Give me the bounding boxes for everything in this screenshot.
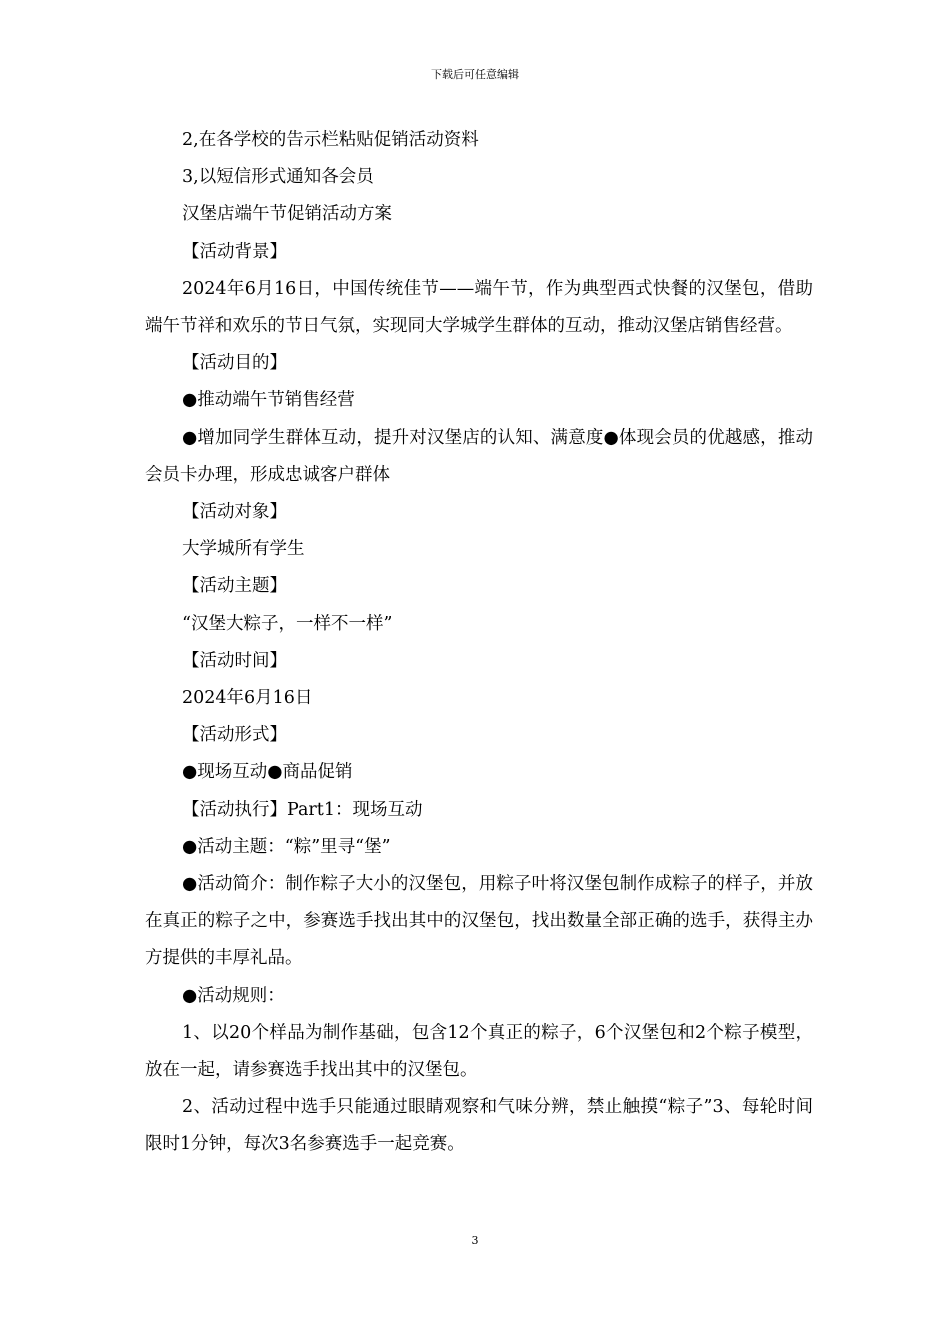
paragraph: 2,在各学校的告示栏粘贴促销活动资料 bbox=[182, 130, 479, 150]
page-number: 3 bbox=[471, 1234, 479, 1247]
list-item: 1、以20个样品为制作基础，包含12个真正的粽子，6个汉堡包和2个粽子模型，放在一起，请参赛选手找出其中的汉堡包。 bbox=[145, 1022, 813, 1081]
bullet-item: ●增加同学生群体互动，提升对汉堡店的认知、满意度●体现会员的优越感，推动会员卡办理，形成忠诚客户群体 bbox=[145, 427, 813, 485]
paragraph: “汉堡大粽子，一样不一样” bbox=[182, 613, 393, 634]
section-heading: 【活动形式】 bbox=[182, 725, 287, 746]
bullet-item: ●现场互动●商品促销 bbox=[182, 762, 353, 783]
paragraph: 2024年6月16日 bbox=[182, 688, 313, 709]
section-heading: 【活动对象】 bbox=[182, 502, 287, 523]
paragraph: 2024年6月16日，中国传统佳节——端午节，作为典型西式快餐的汉堡包，借助端午节祥和欢乐的节日气氛，实现同大学城学生群体的互动，推动汉堡店销售经营。 bbox=[145, 278, 813, 337]
bullet-item: ●活动简介：制作粽子大小的汉堡包，用粽子叶将汉堡包制作成粽子的样子，并放在真正的粽子之中，参赛选手找出其中的汉堡包，找出数量全部正确的选手，获得主办方提供的丰厚礼品。 bbox=[145, 874, 813, 969]
section-heading: 【活动主题】 bbox=[182, 576, 287, 597]
section-heading: 【活动执行】Part1：现场互动 bbox=[182, 799, 423, 820]
paragraph: 3,以短信形式通知各会员 bbox=[182, 167, 374, 188]
paragraph: 大学城所有学生 bbox=[182, 539, 305, 560]
document-title: 汉堡店端午节促销活动方案 bbox=[182, 204, 392, 225]
bullet-item: ●活动主题：“粽”里寻“堡” bbox=[182, 836, 391, 857]
bullet-item: ●推动端午节销售经营 bbox=[182, 390, 355, 411]
bullet-item: ●活动规则： bbox=[182, 985, 285, 1006]
document-body bbox=[145, 122, 813, 1164]
list-item: 2、活动过程中选手只能通过眼睛观察和气味分辨，禁止触摸“粽子”3、每轮时间限时1分钟，每次3名参赛选手一起竞赛。 bbox=[145, 1097, 813, 1155]
page-header: 下载后可任意编辑 bbox=[431, 68, 519, 81]
section-heading: 【活动时间】 bbox=[182, 650, 287, 671]
section-heading: 【活动目的】 bbox=[182, 353, 287, 374]
section-heading: 【活动背景】 bbox=[182, 241, 287, 262]
